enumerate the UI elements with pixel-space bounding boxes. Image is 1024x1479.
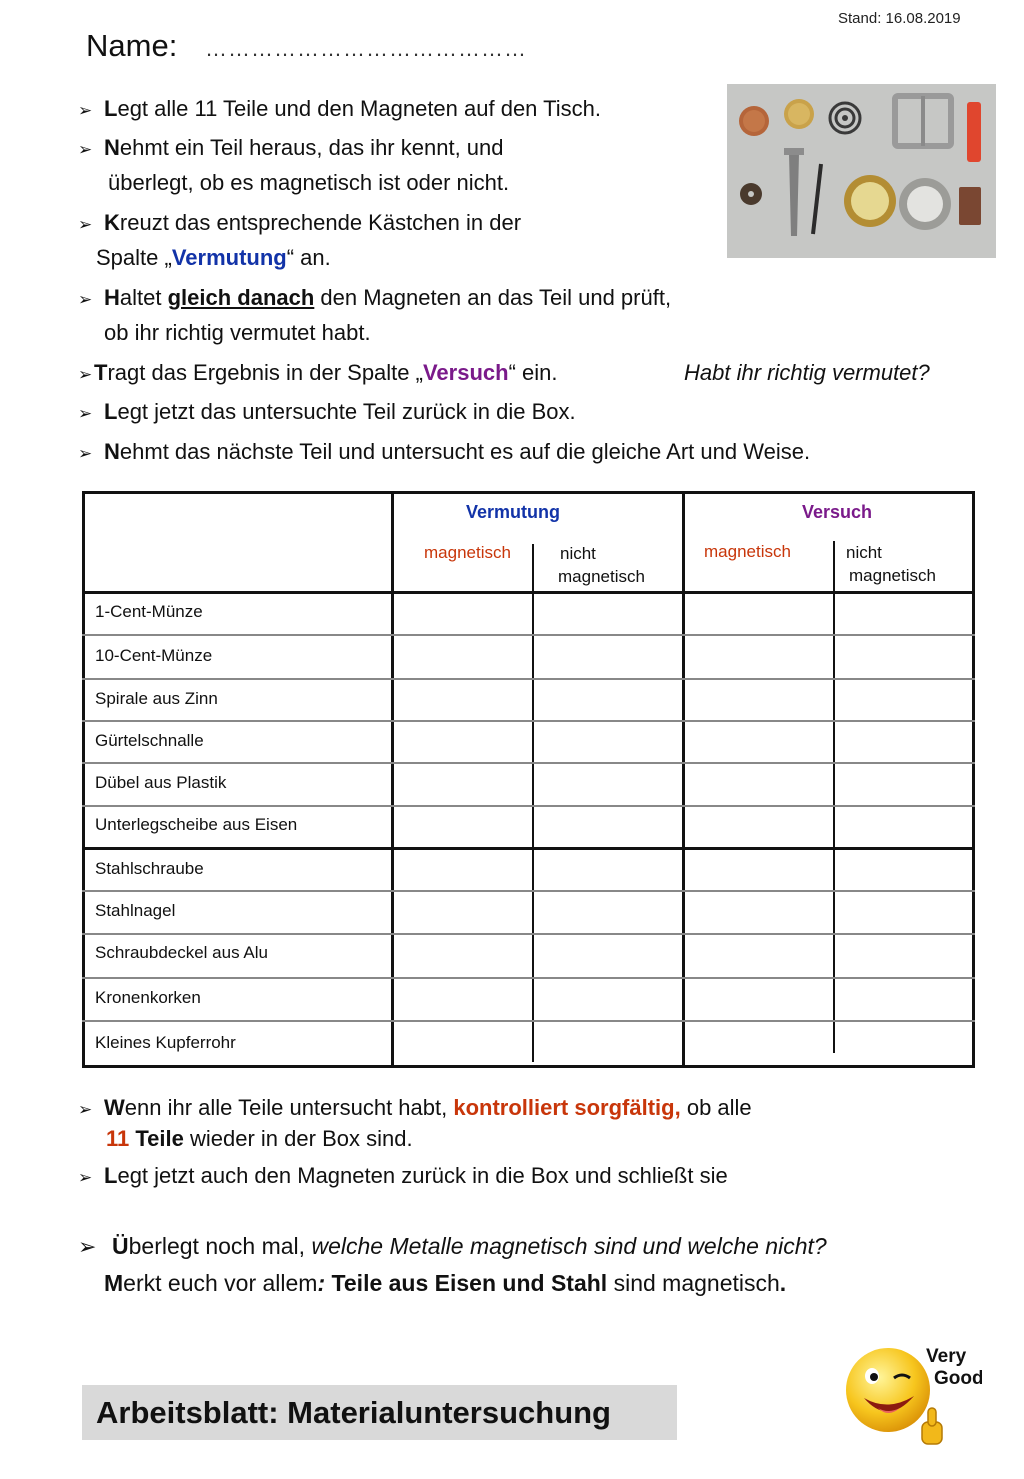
badge-very: Very <box>926 1346 967 1367</box>
arrow-bullet-icon: ➢ <box>78 1234 97 1259</box>
row-label: Unterlegscheibe aus Eisen <box>95 815 298 834</box>
arrow-bullet-icon: ➢ <box>78 444 93 463</box>
instruction-2: ➢ Nehmt ein Teil heraus, das ihr kennt, und <box>78 131 504 167</box>
worksheet-title: Arbeitsblatt: Materialuntersuchung <box>82 1385 677 1440</box>
row-label: Stahlschraube <box>95 859 204 878</box>
row-label: Kleines Kupferrohr <box>95 1033 236 1052</box>
row-label: 1-Cent-Münze <box>95 602 203 621</box>
header-vermutung: Vermutung <box>466 502 561 522</box>
subheader-versuch-magnetisch: magnetisch <box>704 542 791 561</box>
after-instruction-3: ➢ Überlegt noch mal, welche Metalle magnetisch sind und welche nicht? <box>78 1229 827 1264</box>
parts-photo <box>727 84 996 258</box>
arrow-bullet-icon: ➢ <box>78 1100 93 1119</box>
instruction-1: ➢ Legt alle 11 Teile und den Magneten auf den Tisch. <box>78 92 601 128</box>
arrow-bullet-icon: ➢ <box>78 101 93 120</box>
arrow-bullet-icon: ➢ <box>78 140 93 159</box>
instruction-4: ➢ Haltet gleich danach den Magneten an das Teil und prüft, <box>78 281 671 317</box>
name-field[interactable]: …………………………………… <box>205 36 527 61</box>
results-table <box>82 491 975 1068</box>
instruction-2-line2: überlegt, ob es magnetisch ist oder nicht. <box>108 170 510 195</box>
row-label: Kronenkorken <box>95 988 201 1007</box>
subheader-vermutung-magnetisch: magnetisch <box>424 543 511 562</box>
row-label: 10-Cent-Münze <box>95 646 213 665</box>
date-stamp: Stand: 16.08.2019 <box>838 10 961 27</box>
header-versuch: Versuch <box>802 502 873 522</box>
instruction-5: ➢Tragt das Ergebnis in der Spalte „Versuch“ ein. <box>78 356 558 392</box>
subheader-versuch-nicht: nicht magnetisch <box>846 543 936 585</box>
arrow-bullet-icon: ➢ <box>78 215 93 234</box>
instruction-3: ➢ Kreuzt das entsprechende Kästchen in der <box>78 206 521 242</box>
row-label: Spirale aus Zinn <box>95 689 218 708</box>
arrow-bullet-icon: ➢ <box>78 404 93 423</box>
after-instruction-2: ➢ Legt jetzt auch den Magneten zurück in die Box und schließt sie <box>78 1159 728 1195</box>
arrow-bullet-icon: ➢ <box>78 1168 93 1187</box>
row-label: Gürtelschnalle <box>95 731 204 750</box>
instruction-6: ➢ Legt jetzt das untersuchte Teil zurück in die Box. <box>78 395 576 431</box>
very-good-smiley-icon <box>842 1340 982 1450</box>
name-label: Name: <box>86 28 178 63</box>
after-instruction-1-line2: 11 Teile wieder in der Box sind. <box>106 1126 413 1151</box>
after-instruction-1: ➢ Wenn ihr alle Teile untersucht habt, kontrolliert sorgfältig, ob alle <box>78 1091 752 1127</box>
after-instruction-3-line2: Merkt euch vor allem: Teile aus Eisen und Stahl sind magnetisch. <box>104 1270 787 1296</box>
instruction-7: ➢ Nehmt das nächste Teil und untersucht es auf die gleiche Art und Weise. <box>78 435 810 471</box>
row-label: Schraubdeckel aus Alu <box>95 943 268 962</box>
instruction-3-line2: Spalte „Vermutung“ an. <box>96 245 331 270</box>
question-text: Habt ihr richtig vermutet? <box>684 360 930 385</box>
instruction-4-line2: ob ihr richtig vermutet habt. <box>104 320 371 345</box>
row-label: Stahlnagel <box>95 901 176 920</box>
row-label: Dübel aus Plastik <box>95 773 227 792</box>
arrow-bullet-icon: ➢ <box>78 365 93 384</box>
arrow-bullet-icon: ➢ <box>78 290 93 309</box>
subheader-vermutung-nicht: nicht magnetisch <box>558 544 645 586</box>
badge-good: Good <box>934 1368 982 1389</box>
